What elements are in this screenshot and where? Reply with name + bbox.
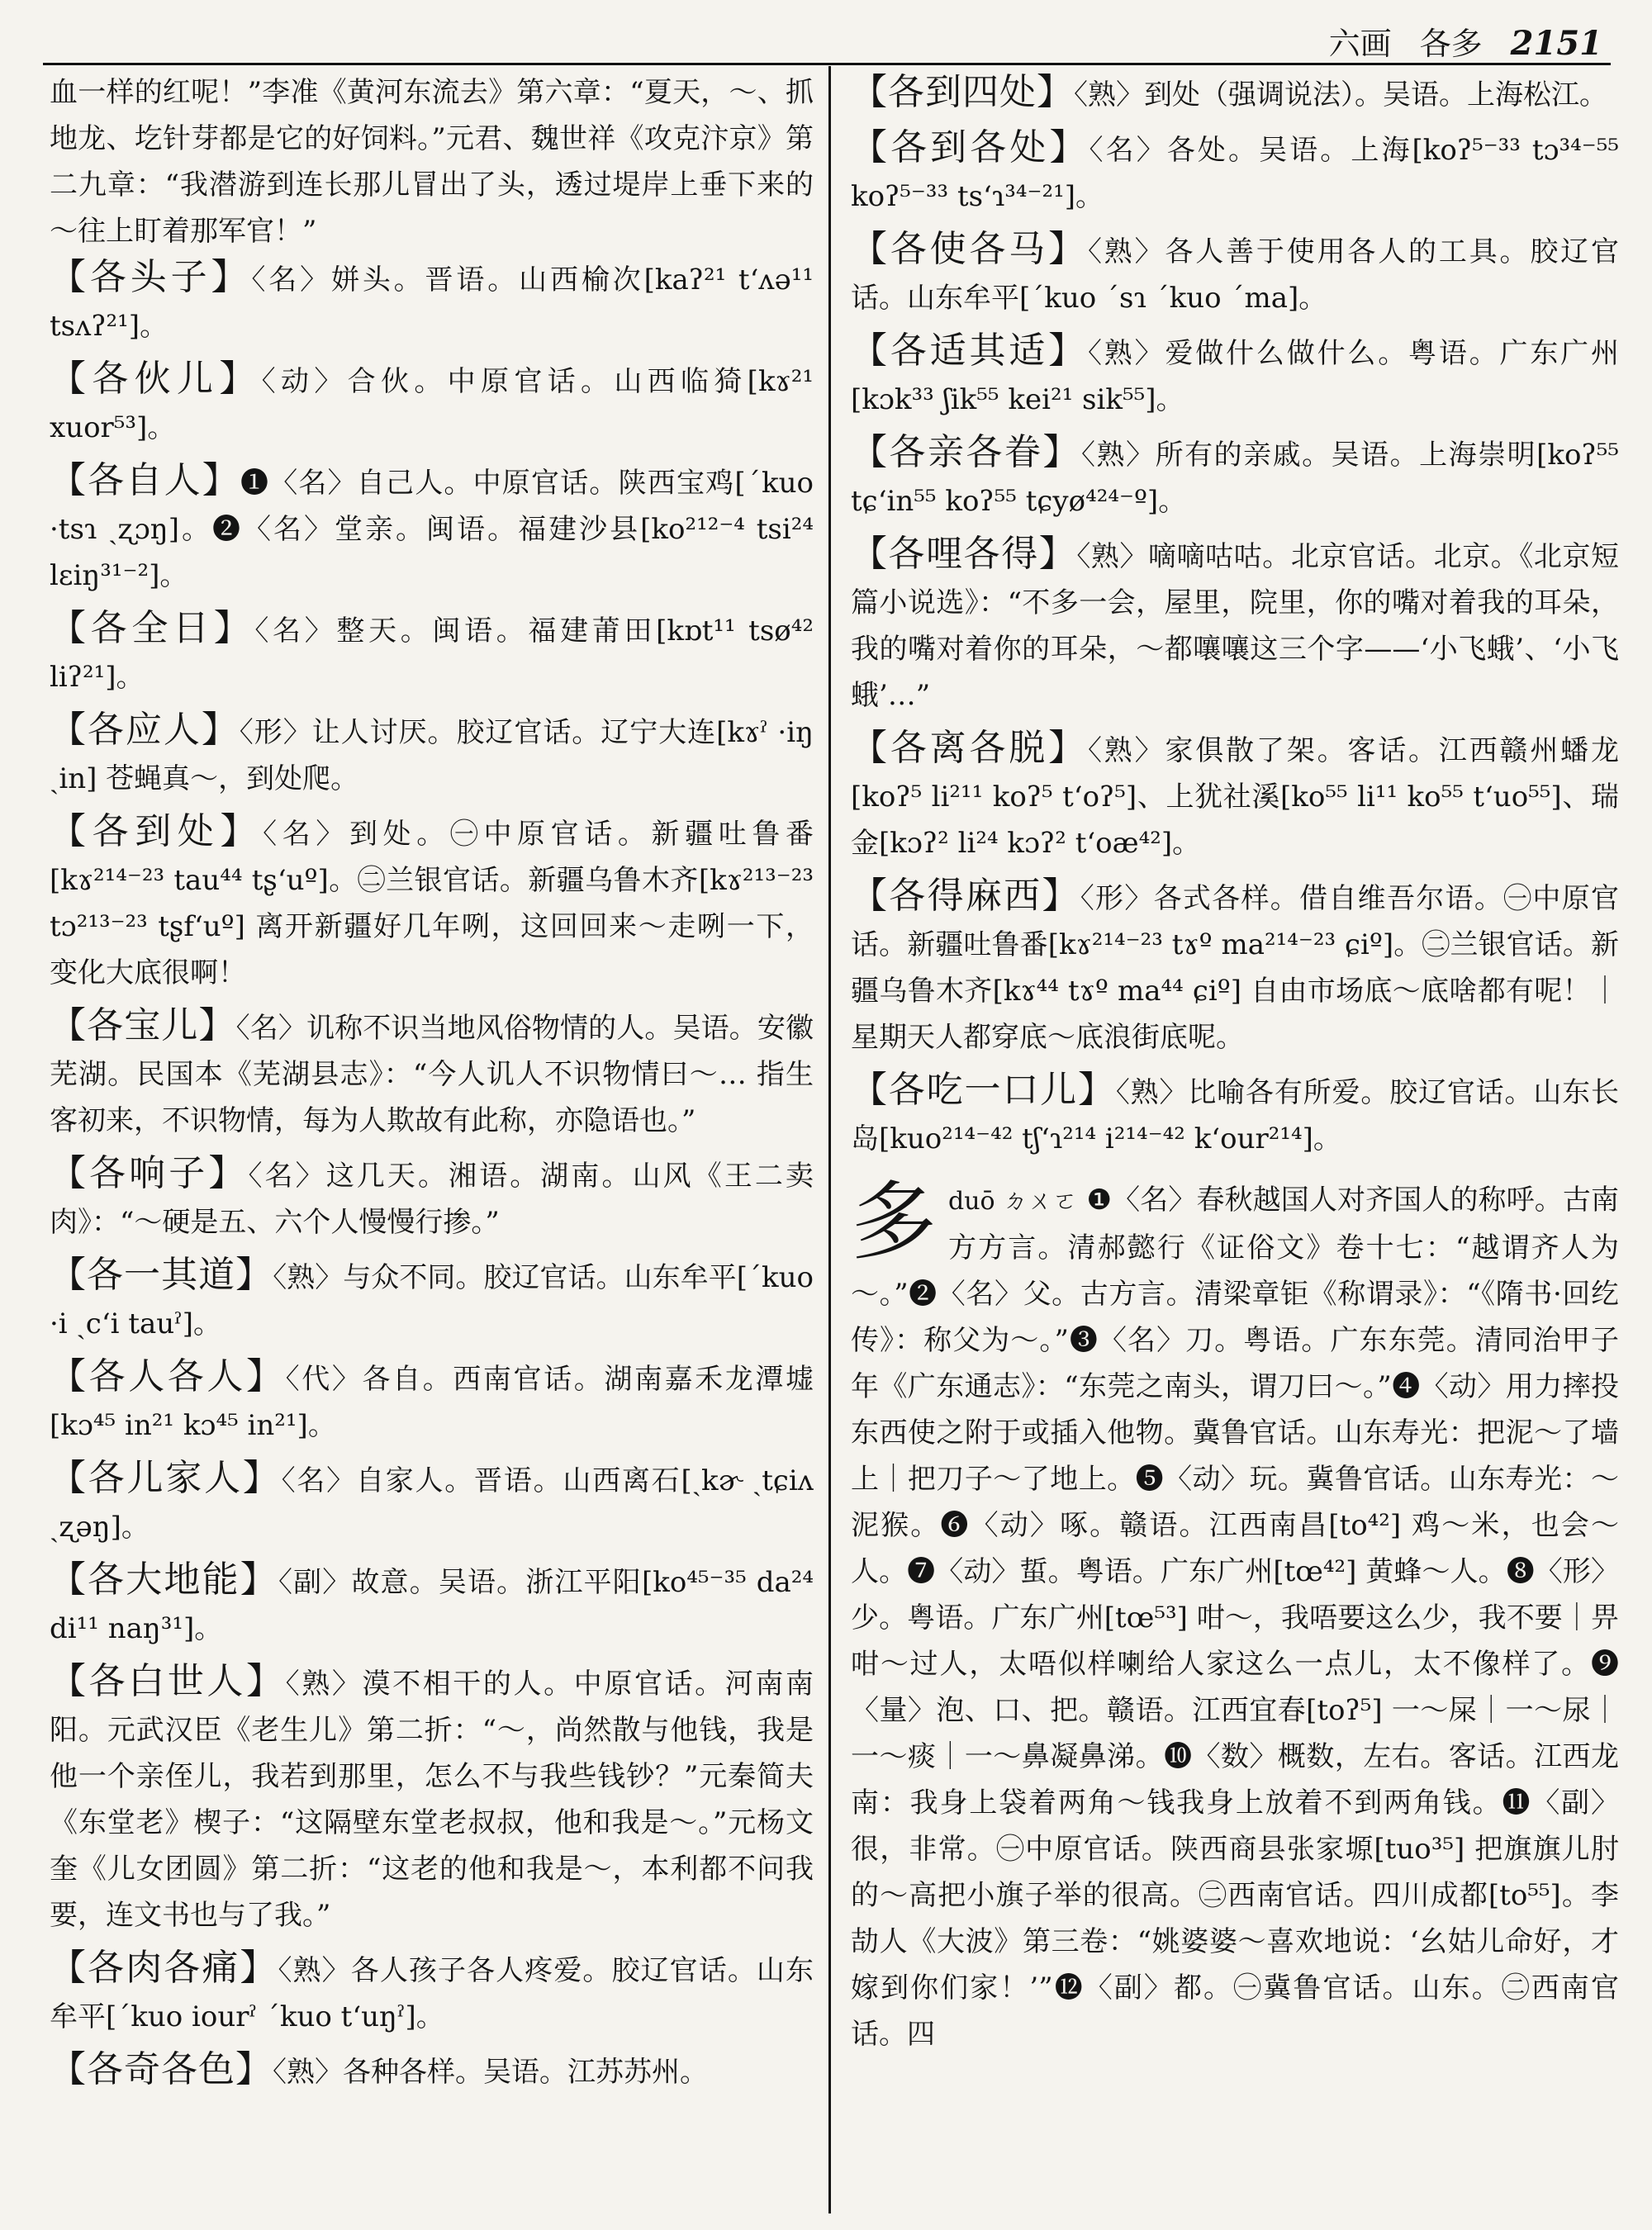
dictionary-entry — [50, 1557, 814, 1652]
dictionary-entry — [50, 1945, 814, 2040]
right-entries — [851, 69, 1619, 1162]
dictionary-entry — [50, 1252, 814, 1347]
dictionary-entry — [50, 254, 814, 349]
entry-definition: 〈名〉讥称不识当地风俗物情的人。吴语。安徽芜湖。民国本《芜湖县志》：“今人讥人不识物情曰～… 指生客初来，不识物情，每为人欺故有此称，亦隐语也。” — [50, 1012, 814, 1137]
pronunciation-duo: duō ㄉㄨㄛ — [948, 1187, 1078, 1216]
entry-headword: 【各吃一口儿】 — [851, 1069, 1116, 1111]
entry-headword: 【各使各马】 — [851, 228, 1088, 270]
entry-headword: 【各到处】 — [50, 810, 263, 852]
column-divider — [828, 66, 831, 2213]
dictionary-entry — [50, 458, 814, 599]
entry-headword: 【各头子】 — [50, 256, 252, 298]
dictionary-entry — [50, 1455, 814, 1550]
entry-definition: 〈熟〉嘀嘀咕咕。北京官话。北京。《北京短篇小说选》：“不多一会，屋里，院里，你的嘴对着我的耳朵，我的嘴对着你的耳朵，～都嚷嚷这三个字——‘小飞蛾’、‘小飞蛾’…” — [851, 540, 1619, 712]
entry-definition: 〈形〉让人讨厌。胶辽官话。辽宁大连[kɤˀ ·iŋ ˏin] 苍蝇真～，到处爬。 — [50, 716, 814, 795]
left-column — [50, 69, 814, 2225]
entry-duo — [851, 1171, 1619, 2057]
dictionary-entry — [851, 1067, 1619, 1162]
entry-headword: 【各离各脱】 — [851, 727, 1088, 769]
dictionary-entry — [50, 1151, 814, 1245]
entry-headword: 【各自人】 — [50, 459, 240, 501]
entry-definition: 〈名〉自家人。晋语。山西离石[ˏkɚ ˏtɕiʌ ˏʐəŋ]。 — [50, 1464, 814, 1544]
entry-definition: 〈形〉各式各样。借自维吾尔语。㊀中原官话。新疆吐鲁番[kɤ²¹⁴⁻²³ tɤº ma²¹⁴⁻²³ ɕiº]。㊁兰银官话。新疆乌鲁木齐[kɤ⁴⁴ tɤº ma⁴⁴ ɕiº] 自由市场底～底啥都有呢！｜星期天人都穿底～底浪街底呢。 — [851, 882, 1619, 1054]
entry-definition: 〈熟〉爱做什么做什么。粤语。广东广州[kɔk³³ ʃik⁵⁵ kei²¹ sik⁵⁵]。 — [851, 337, 1619, 416]
guide-words: 各多 — [1419, 26, 1483, 62]
entry-definition: 〈熟〉与众不同。胶辽官话。山东牟平[ˊkuo ·i ˏcʻi tauˀ]。 — [50, 1261, 814, 1340]
entry-definition: 〈熟〉家俱散了架。客话。江西赣州蟠龙[koʔ⁵ li²¹¹ koʔ⁵ tʻoʔ⁵]、上犹社溪[ko⁵⁵ li¹¹ ko⁵⁵ tʻuo⁵⁵]、瑞金[kɔʔ² li²⁴ kɔʔ² tʻoæ⁴²]。 — [851, 734, 1619, 860]
entry-definition: 〈熟〉各人孩子各人疼爱。胶辽官话。山东牟平[ˊkuo iourˀ ˊkuo tʻuŋˀ]。 — [50, 1954, 814, 2033]
entry-definition: 〈副〉故意。吴语。浙江平阳[ko⁴⁵⁻³⁵ da²⁴ di¹¹ naŋ³¹]。 — [50, 1566, 814, 1645]
entry-headword: 【各宝儿】 — [50, 1004, 236, 1046]
entry-headword: 【各一其道】 — [50, 1254, 273, 1296]
entry-definition: 〈代〉各自。西南官话。湖南嘉禾龙潭墟[kɔ⁴⁵ in²¹ kɔ⁴⁵ in²¹]。 — [50, 1363, 814, 1442]
entry-definition: 〈名〉姘头。晋语。山西榆次[kaʔ²¹ tʻʌə¹¹ tsʌʔ²¹]。 — [50, 263, 814, 343]
headword-duo: 多 — [851, 1171, 938, 1272]
entry-definition: 〈熟〉到处（强调说法）。吴语。上海松江。 — [1074, 78, 1607, 112]
dictionary-entry — [50, 1658, 814, 1938]
dictionary-entry — [851, 125, 1619, 220]
entry-headword: 【各哩各得】 — [851, 533, 1077, 575]
page-number: 2151 — [1510, 24, 1602, 63]
dictionary-entry — [50, 809, 814, 996]
dictionary-entry — [851, 873, 1619, 1060]
entry-definition: 〈熟〉各种各样。吴语。江苏苏州。 — [273, 2056, 708, 2089]
entry-headword: 【各适其适】 — [851, 330, 1088, 372]
entry-headword: 【各肉各痛】 — [50, 1947, 278, 1989]
section-label: 六画 — [1328, 26, 1392, 62]
entry-definition: 〈熟〉各人善于使用各人的工具。胶辽官话。山东牟平[ˊkuo ˊsɿ ˊkuo ˊma]。 — [851, 235, 1619, 315]
continuation-text: 血一样的红呢！”李准《黄河东流去》第六章：“夏天，～、抓地龙、圪针芽都是它的好饲料。”元君、魏世祥《攻克汴京》第二九章：“我潜游到连长那儿冒出了头，透过堤岸上垂下来的～往上盯着那军官！” — [50, 76, 814, 248]
entry-definition: 〈名〉整天。闽语。福建莆田[kɒt¹¹ tsø⁴² liʔ²¹]。 — [50, 614, 814, 694]
entry-headword: 【各亲各眷】 — [851, 431, 1082, 473]
dictionary-entry — [50, 2047, 814, 2095]
entry-headword: 【各得麻西】 — [851, 875, 1080, 917]
entry-definition: 〈熟〉比喻各有所爱。胶辽官话。山东长岛[kuo²¹⁴⁻⁴² tʃʻɿ²¹⁴ i²¹⁴⁻⁴² kʻour²¹⁴]。 — [851, 1076, 1619, 1155]
entry-headword: 【各应人】 — [50, 709, 240, 751]
entry-definition: 〈名〉这几天。湘语。湖南。山风《王二卖肉》：“～硬是五、六个人慢慢行掺。” — [50, 1160, 814, 1239]
entry-headword: 【各大地能】 — [50, 1559, 278, 1601]
entry-headword: 【各人各人】 — [50, 1355, 286, 1397]
right-column — [851, 69, 1619, 2225]
dictionary-entry — [851, 725, 1619, 866]
left-entries — [50, 254, 814, 2095]
dictionary-entry — [50, 356, 814, 451]
entry-definition: 〈动〉合伙。中原官话。山西临猗[kɤ²¹ xuor⁵³]。 — [50, 365, 814, 444]
entry-headword: 【各到四处】 — [851, 71, 1074, 113]
header-rule — [43, 63, 1611, 65]
dictionary-entry — [851, 226, 1619, 321]
entry-headword: 【各到各处】 — [851, 126, 1089, 168]
running-header — [50, 18, 1602, 61]
dictionary-entry — [851, 531, 1619, 719]
entry-headword: 【各伙儿】 — [50, 358, 262, 400]
entry-definition: 〈名〉到处。㊀中原官话。新疆吐鲁番[kɤ²¹⁴⁻²³ tau⁴⁴ tʂʻuº]。㊁兰银官话。新疆乌鲁木齐[kɤ²¹³⁻²³ tɔ²¹³⁻²³ tʂfʻuº] 离开新疆好几年咧，这回回来～走咧一下，变化大底很啊！ — [50, 818, 814, 989]
entry-headword: 【各奇各色】 — [50, 2048, 273, 2090]
dictionary-entry — [851, 328, 1619, 423]
dictionary-entry — [50, 605, 814, 700]
dictionary-entry — [50, 707, 814, 802]
dictionary-entry — [50, 1003, 814, 1144]
dictionary-entry — [851, 69, 1619, 118]
entry-definition: 〈名〉各处。吴语。上海[koʔ⁵⁻³³ tɔ³⁴⁻⁵⁵ koʔ⁵⁻³³ tsʻɿ³⁴⁻²¹]。 — [851, 134, 1619, 213]
dictionary-entry — [851, 429, 1619, 524]
definition-duo: ❶〈名〉春秋越国人对齐国人的称呼。古南方方言。清郝懿行《证俗文》卷十七：“越谓齐人为～。”❷〈名〉父。古方言。清梁章钜《称谓录》：“《隋书·回纥传》：称父为～。”❸〈名〉刀。粤语。广东东莞。清同治甲子年《广东通志》：“东莞之南头，谓刀曰～。”❹〈动〉用力摔投东西使之附于或插入他物。冀鲁官话。山东寿光：把泥～了墙上｜把刀子～了地上。❺〈动〉玩。冀鲁官话。山东寿光：～泥猴。❻〈动〉啄。赣语。江西南昌[to⁴²] 鸡～米，也会～人。❼〈动〉蜇。粤语。广东广州[tœ⁴²] 黄蜂～人。❽〈形〉少。粤语。广东广州[tœ⁵³] 咁～，我唔要这么少，我不要｜畀咁～过人，太唔似样喇给人家这么一点儿，太不像样了。❾〈量〉泡、口、把。赣语。江西宜春[toʔ⁵] 一～屎｜一～尿｜一～痰｜一～鼻凝鼻涕。❿〈数〉概数，左右。客话。江西龙南：我身上袋着两角～钱我身上放着不到两角钱。⓫〈副〉很，非常。㊀中原官话。陕西商县张家塬[tuo³⁵] 把旗旗儿肘的～高把小旗子举的很高。㊁西南官话。四川成都[to⁵⁵]。李劼人《大波》第三卷：“姚婆婆～喜欢地说：‘幺姑儿命好，才嫁到你们家！’”⓬〈副〉都。㊀冀鲁官话。山东。㊁西南官话。四 — [851, 1184, 1619, 2051]
entry-definition: ❶〈名〉自己人。中原官话。陕西宝鸡[ˊkuo ·tsɿ ˏʐɔŋ]。❷〈名〉堂亲。闽语。福建沙县[ko²¹²⁻⁴ tsi²⁴ lɛiŋ³¹⁻²]。 — [50, 467, 814, 592]
entry-headword: 【各响子】 — [50, 1152, 249, 1194]
dictionary-entry — [50, 1354, 814, 1449]
entry-definition: 〈熟〉漠不相干的人。中原官话。河南南阳。元武汉臣《老生儿》第二折：“～，尚然散与他钱，我是他一个亲侄儿，我若到那里，怎么不与我些钱钞？”元秦简夫《东堂老》楔子：“这隔壁东堂老叔叔，他和我是～。”元杨文奎《儿女团圆》第二折：“这老的他和我是～，本利都不问我要，连文书也与了我。” — [50, 1668, 814, 1932]
entry-definition: 〈熟〉所有的亲戚。吴语。上海崇明[koʔ⁵⁵ tɕʻin⁵⁵ koʔ⁵⁵ tɕyø⁴²⁴⁻º]。 — [851, 439, 1619, 518]
entry-headword: 【各全日】 — [50, 607, 255, 649]
entry-headword: 【各白世人】 — [50, 1660, 286, 1702]
entry-headword: 【各儿家人】 — [50, 1457, 282, 1499]
